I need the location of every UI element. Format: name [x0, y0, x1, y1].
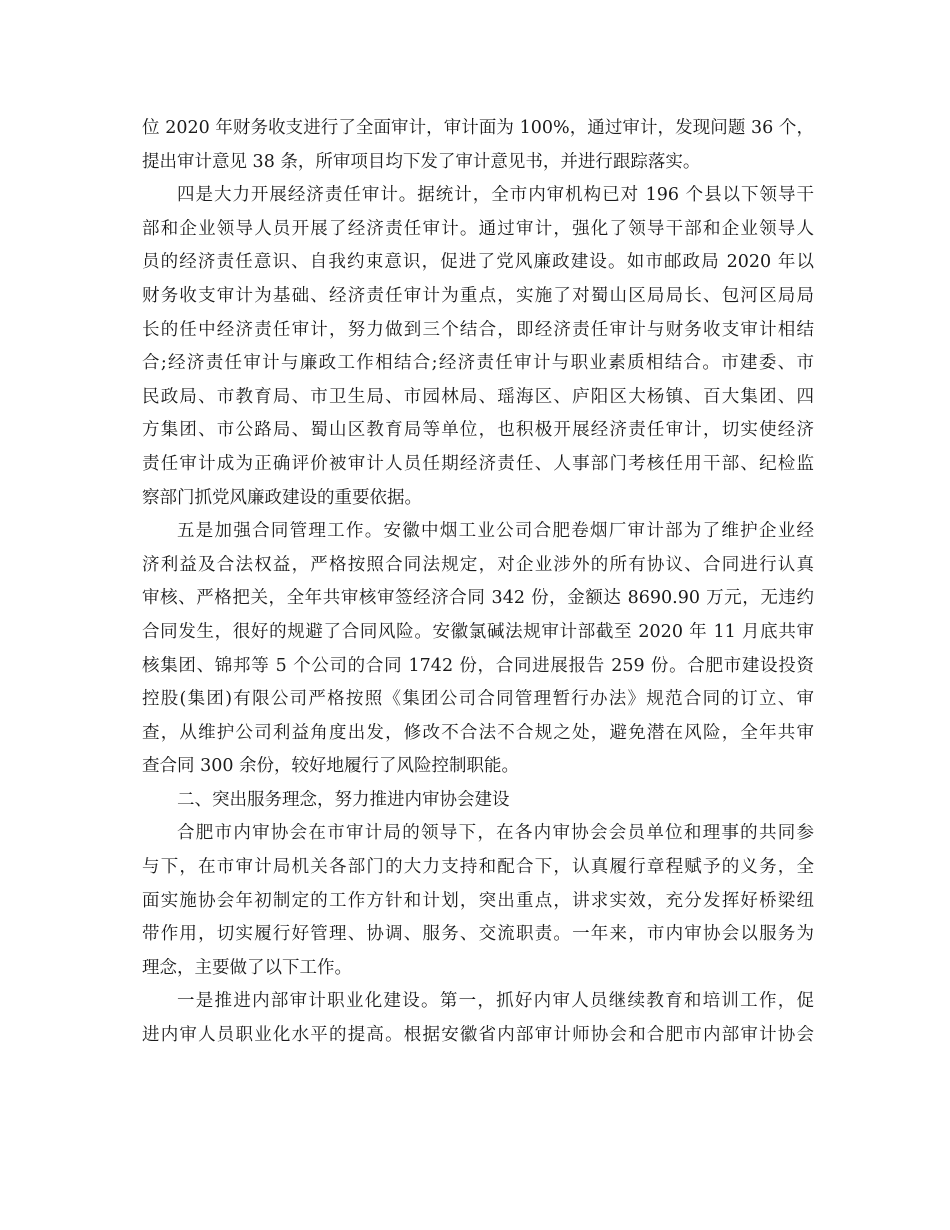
text-line: 二、突出服务理念，努力推进内审协会建设 [177, 789, 510, 810]
text-line: 审核、严格把关，全年共审核审签经济合同 342 份，金额达 8690.90 万元，无违约 [142, 588, 814, 609]
text-line: 合;经济责任审计与廉政工作相结合;经济责任审计与职业素质相结合。市建委、市 [142, 353, 814, 374]
text-line: 进内审人员职业化水平的提高。根据安徽省内部审计师协会和合肥市内部审计协会 [142, 1025, 814, 1046]
text-line: 财务收支审计为基础、经济责任审计为重点，实施了对蜀山区局局长、包河区局局 [142, 285, 814, 306]
text-line: 方集团、市公路局、蜀山区教育局等单位，也积极开展经济责任审计，切实使经济 [142, 420, 814, 441]
text-line: 查，从维护公司利益角度出发，修改不合法不合规之处，避免潜在风险，全年共审 [142, 722, 814, 743]
text-line: 面实施协会年初制定的工作方针和计划，突出重点，讲求实效，充分发挥好桥梁纽 [142, 890, 814, 911]
text-line: 与下，在市审计局机关各部门的大力支持和配合下，认真履行章程赋予的义务，全 [142, 857, 814, 878]
text-line: 四是大力开展经济责任审计。据统计，全市内审机构已对 196 个县以下领导干 [177, 185, 814, 206]
text-line: 合肥市内审协会在市审计局的领导下，在各内审协会会员单位和理事的共同参 [177, 823, 814, 844]
text-line: 济利益及合法权益，严格按照合同法规定，对企业涉外的所有协议、合同进行认真 [142, 554, 814, 575]
document-body [142, 112, 814, 1053]
text-line: 位 2020 年财务收支进行了全面审计，审计面为 100%，通过审计，发现问题 36 个， [142, 118, 814, 138]
text-line: 责任审计成为正确评价被审计人员任期经济责任、人事部门考核任用干部、纪检监 [142, 453, 814, 474]
text-line: 员的经济责任意识、自我约束意识，促进了党风廉政建设。如市邮政局 2020 年以 [142, 252, 814, 273]
text-line: 提出审计意见 38 条，所审项目均下发了审计意见书，并进行跟踪落实。 [142, 151, 701, 172]
text-line: 部和企业领导人员开展了经济责任审计。通过审计，强化了领导干部和企业领导人 [142, 218, 814, 239]
text-line: 民政局、市教育局、市卫生局、市园林局、瑶海区、庐阳区大杨镇、百大集团、四 [142, 386, 814, 407]
text-line: 察部门抓党风廉政建设的重要依据。 [142, 487, 422, 508]
text-line: 合同发生，很好的规避了合同风险。安徽氯碱法规审计部截至 2020 年 11 月底共审 [142, 621, 814, 642]
text-line: 带作用，切实履行好管理、协调、服务、交流职责。一年来，市内审协会以服务为 [142, 924, 814, 945]
text-line: 查合同 300 余份，较好地履行了风险控制职能。 [142, 756, 520, 777]
text-line: 理念，主要做了以下工作。 [142, 957, 352, 978]
text-line: 长的任中经济责任审计，努力做到三个结合，即经济责任审计与财务收支审计相结 [142, 319, 814, 340]
text-line: 一是推进内部审计职业化建设。第一，抓好内审人员继续教育和培训工作，促 [177, 991, 814, 1012]
text-line: 五是加强合同管理工作。安徽中烟工业公司合肥卷烟厂审计部为了维护企业经 [177, 521, 814, 542]
text-line: 控股(集团)有限公司严格按照《集团公司合同管理暂行办法》规范合同的订立、审 [142, 689, 814, 710]
text-line: 核集团、锦邦等 5 个公司的合同 1742 份，合同进展报告 259 份。合肥市建设投资 [142, 655, 814, 676]
